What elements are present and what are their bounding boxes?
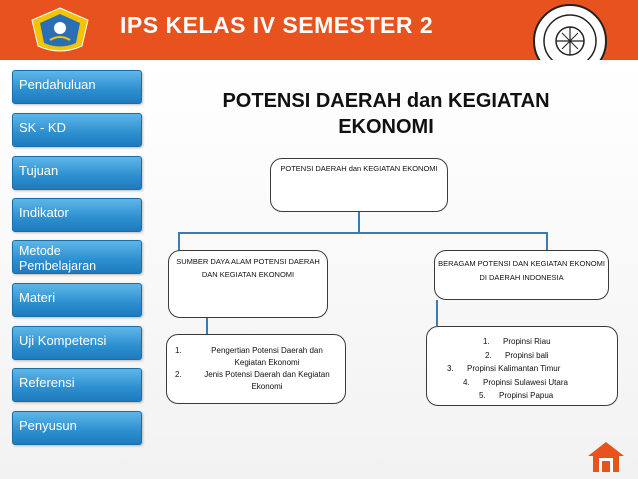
sidebar-item-label: Uji Kompetensi (19, 333, 107, 348)
diagram-left-branch-label: SUMBER DAYA ALAM POTENSI DAERAH DAN KEGIATAN EKONOMI (176, 257, 320, 279)
diagram-left-branch-node (168, 250, 328, 318)
diagram-left-list-node (166, 334, 346, 404)
sidebar-item-metode-pembelajaran[interactable] (12, 240, 142, 274)
connector-line (178, 232, 548, 234)
diagram-right-branch-node (434, 250, 609, 300)
list-item: 2. Propinsi bali (485, 350, 549, 360)
sidebar-item-label: Indikator (19, 205, 69, 220)
sidebar-item-indikator[interactable] (12, 198, 142, 232)
sidebar-item-penyusun[interactable] (12, 411, 142, 445)
diagram-right-branch-label: BERAGAM POTENSI DAN KEGIATAN EKONOMI DI DAERAH INDONESIA (438, 259, 605, 282)
connector-line (546, 232, 548, 250)
sidebar-item-label: SK - KD (19, 120, 66, 135)
list-item: 5. Propinsi Papua (479, 391, 554, 400)
tut-wuri-handayani-logo-icon (26, 6, 94, 56)
sidebar-item-label: Pendahuluan (19, 77, 96, 92)
page-header-title: IPS KELAS IV SEMESTER 2 (120, 12, 434, 38)
list-item: 4. Propinsi Sulawesi Utara (463, 377, 568, 387)
sidebar-item-uji-kompetensi[interactable] (12, 326, 142, 360)
list-item: 1. Propinsi Riau (483, 337, 551, 346)
diagram-right-list-node (426, 326, 618, 406)
connector-line (436, 300, 438, 326)
sidebar-item-pendahuluan[interactable] (12, 70, 142, 104)
header-bar (0, 0, 638, 60)
list-item: 2. Jenis Potensi Daerah dan Kegiatan Ekonomi (175, 370, 330, 391)
connector-line (206, 318, 208, 334)
slide-title: POTENSI DAERAH dan KEGIATAN EKONOMI (222, 90, 550, 138)
diagram-root-node (270, 158, 448, 212)
home-icon[interactable] (586, 440, 626, 474)
sidebar-item-label: Materi (19, 290, 56, 305)
sidebar-item-sk-kd[interactable] (12, 113, 142, 147)
diagram-root-label: POTENSI DAERAH dan KEGIATAN EKONOMI (280, 164, 438, 173)
sidebar-item-label: Metode Pembelajaran (19, 244, 97, 273)
sidebar-item-label: Tujuan (19, 163, 59, 178)
connector-line (358, 212, 360, 232)
sidebar-item-tujuan[interactable] (12, 156, 142, 190)
sidebar-item-materi[interactable] (12, 283, 142, 317)
sidebar-item-label: Referensi (19, 375, 75, 390)
sidebar-item-label: Penyusun (19, 418, 77, 433)
sidebar-item-referensi[interactable] (12, 368, 142, 402)
list-item: 1. Pengertian Potensi Daerah dan Kegiatan Ekonomi (175, 346, 323, 367)
list-item: 3. Propinsi Kalimantan Timur (447, 364, 561, 373)
connector-line (178, 232, 180, 250)
